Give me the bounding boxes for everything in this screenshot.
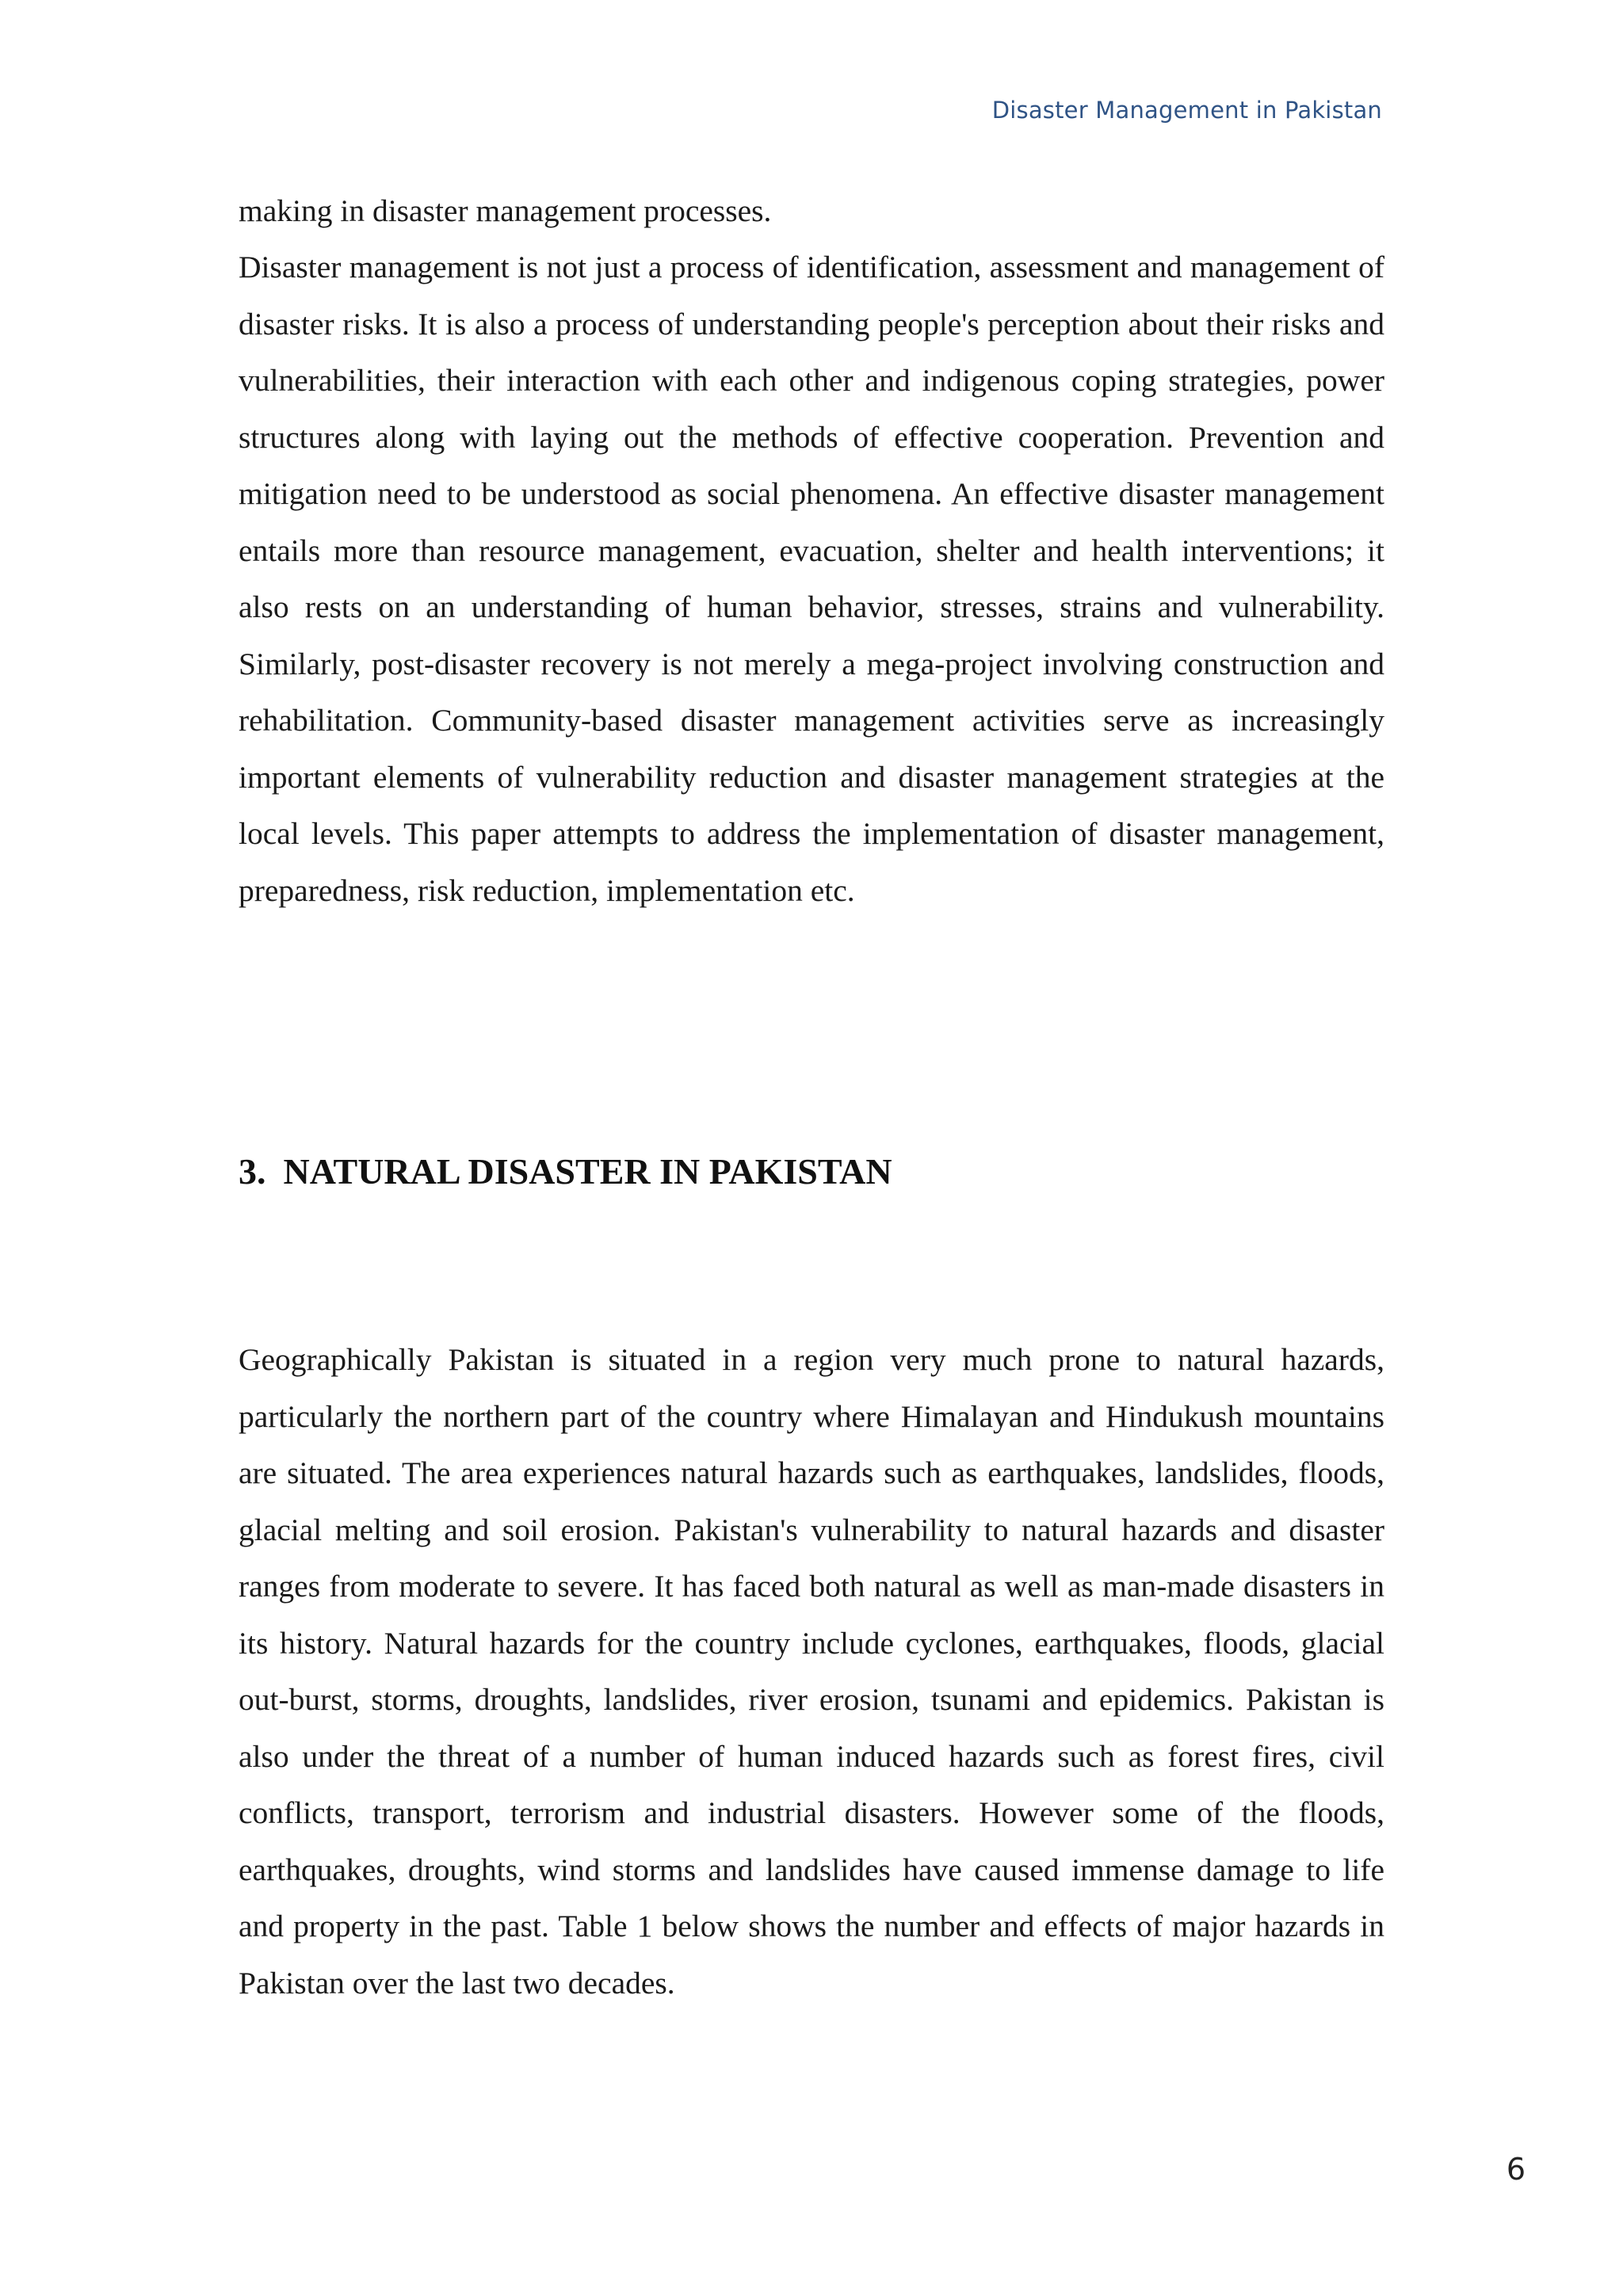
section-title: NATURAL DISASTER IN PAKISTAN	[283, 1151, 892, 1192]
section-heading	[239, 1150, 892, 1192]
paragraph-block-2	[239, 1332, 1384, 2012]
section-number: 3.	[239, 1151, 266, 1192]
paragraph-block-1	[239, 239, 1384, 919]
paragraph-natural-disaster: Geographically Pakistan is situated in a region very much prone to natural hazards, particularly the northern part of the country where Himalayan and Hindukush mountains are situated. The area experiences natural hazards such as earthquakes, landslides, floods, glacial melting and soil erosion. Pakistan's vulnerability to natural hazards and disaster ranges from moderate to severe. It has faced both natural as well as man-made disasters in its history. Natural hazards for the country include cyclones, earthquakes, floods, glacial out-burst, storms, droughts, landslides, river erosion, tsunami and epidemics. Pakistan is also under the threat of a number of human induced hazards such as forest fires, civil conflicts, transport, terrorism and industrial disasters. However some of the floods, earthquakes, droughts, wind storms and landslides have caused immense damage to life and property in the past. Table 1 below shows the number and effects of major hazards in Pakistan over the last two decades.	[239, 1342, 1384, 2000]
running-header-title: Disaster Management in Pakistan	[991, 97, 1382, 124]
paragraph-disaster-management: Disaster management is not just a process of identification, assessment and management of disaster risks. It is also a process of understanding people's perception about their risks and vulnerabilities, their interaction with each other and indigenous coping strategies, power structures along with laying out the methods of effective cooperation. Prevention and mitigation need to be understood as social phenomena. An effective disaster management entails more than resource management, evacuation, shelter and health interventions; it also rests on an understanding of human behavior, stresses, strains and vulnerability. Similarly, post-disaster recovery is not merely a mega-project involving construction and rehabilitation. Community-based disaster management activities serve as increasingly important elements of vulnerability reduction and disaster management strategies at the local levels. This paper attempts to address the implementation of disaster management, preparedness, risk reduction, implementation etc.	[239, 250, 1384, 908]
page-number: 6	[1506, 2152, 1526, 2187]
continued-paragraph-fragment: making in disaster management processes.	[239, 193, 772, 228]
